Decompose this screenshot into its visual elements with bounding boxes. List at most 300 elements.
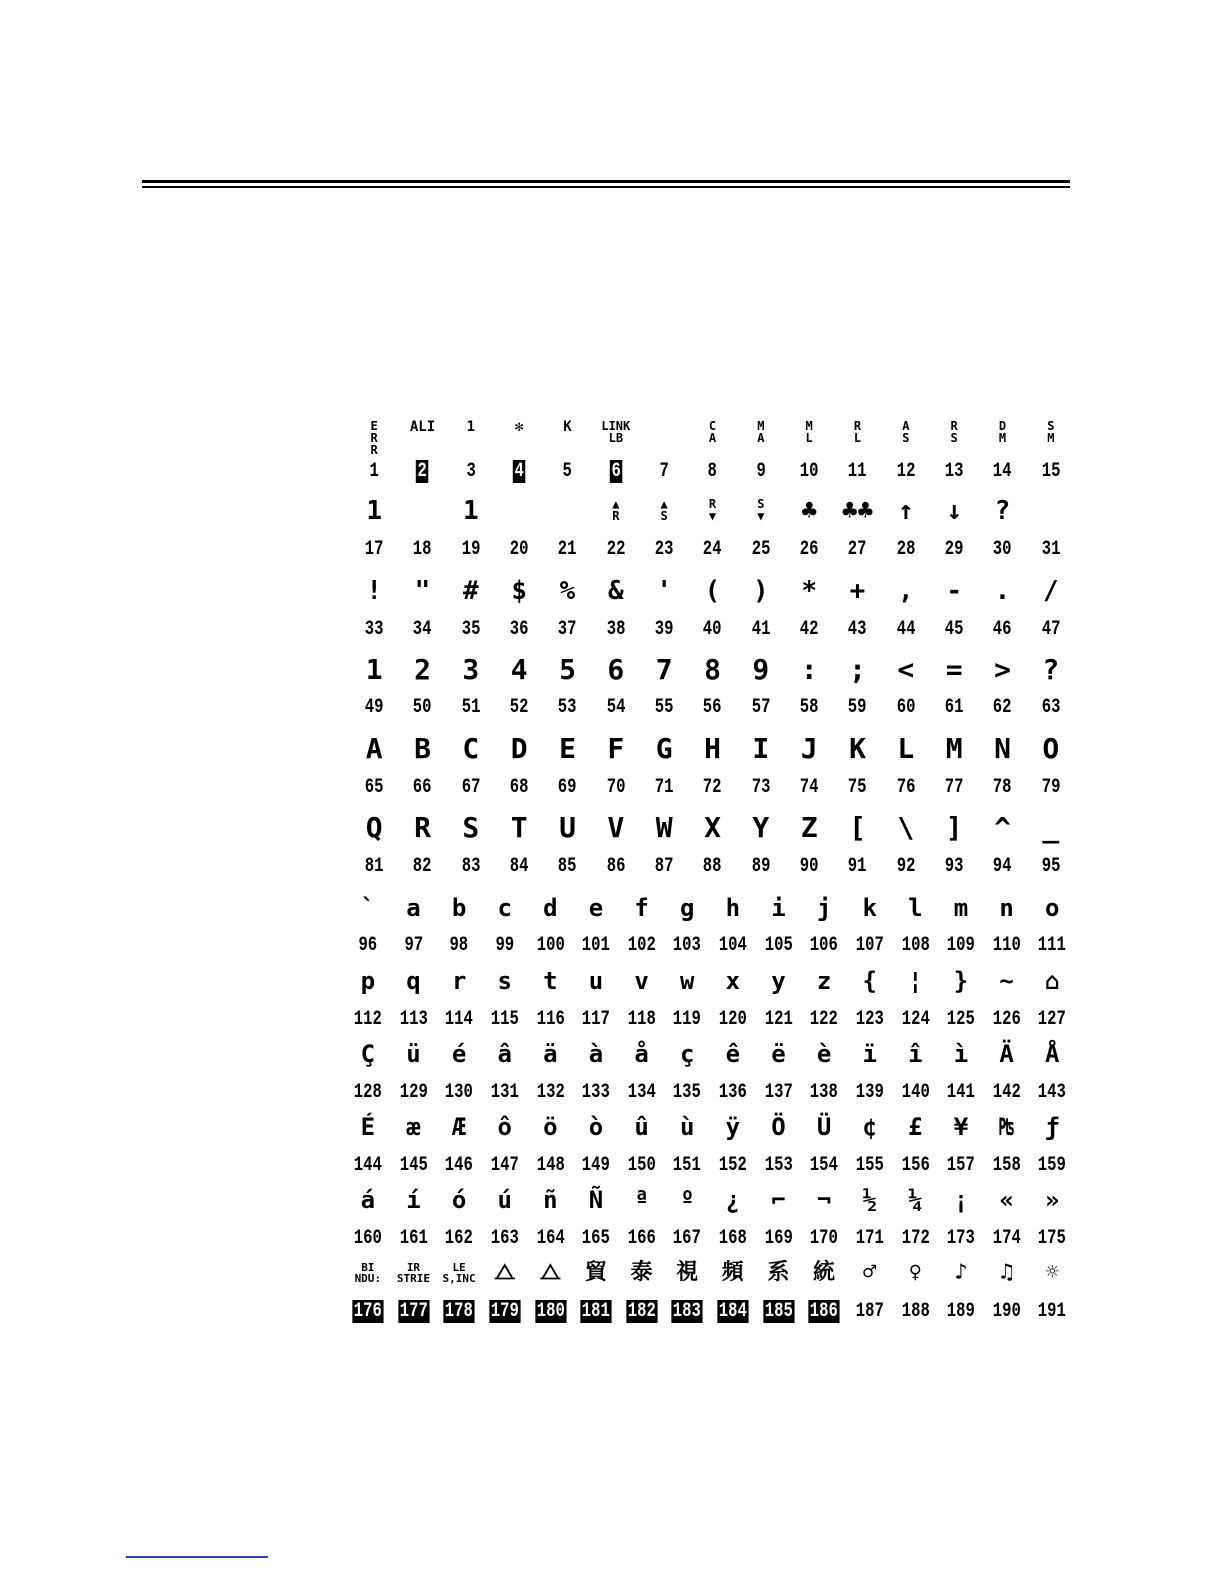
char-cell-95 [1027,811,1075,878]
char-glyph: # [462,576,479,606]
char-glyph: ⌂ [1044,967,1060,995]
char-cell-172 [893,1186,939,1250]
char-cell-42 [785,576,833,641]
char-code: 124 [901,1008,930,1031]
char-code: 106 [810,934,839,957]
char-cell-174 [984,1186,1030,1250]
char-cell-28 [882,496,930,561]
char-glyph: å [634,1040,649,1068]
char-code: 109 [946,934,975,957]
char-glyph: ₧ [999,1113,1014,1141]
char-glyph: > [994,653,1011,686]
char-code: 21 [558,538,577,561]
char-cell-88 [688,811,736,878]
char-glyph: ↓ [946,496,962,526]
char-cell-146 [436,1113,482,1177]
char-glyph: ª [634,1186,649,1214]
char-code: 15 [1041,460,1061,483]
char-code: 78 [993,776,1012,799]
char-glyph: % [559,576,576,606]
char-code: 39 [654,618,674,641]
char-cell-107 [847,894,893,957]
char-cell-143 [1029,1040,1075,1104]
char-glyph: 2 [414,653,431,686]
char-cell-79 [1027,732,1075,799]
char-code: 81 [364,855,384,878]
char-cell-74 [785,732,833,799]
char-code: 89 [751,855,771,878]
char-code: 169 [764,1227,793,1250]
char-code: 93 [944,855,964,878]
char-glyph: $ [511,576,527,606]
char-code: 96 [358,934,378,957]
char-cell-1 [350,419,398,483]
char-code: 55 [654,696,674,719]
char-glyph: r [451,967,467,995]
char-cell-60 [882,653,930,719]
char-cell-150 [619,1113,665,1177]
char-glyph: ⌐ [771,1186,786,1214]
char-code: 12 [896,460,916,483]
char-glyph: [ [849,811,866,844]
char-glyph: Ü [816,1113,832,1141]
char-cell-53 [543,653,591,719]
char-code: 108 [901,934,930,957]
char-glyph: d [543,894,558,922]
char-code: 52 [509,696,529,719]
char-glyph: é [451,1040,467,1068]
char-glyph: ó [451,1186,467,1214]
char-cell-145 [391,1113,437,1177]
char-glyph: 6 [607,653,625,686]
char-cell-13 [930,419,978,483]
char-glyph: ] [945,811,963,844]
char-glyph: \ [897,811,915,844]
char-code: 92 [896,855,916,878]
char-code: 88 [703,855,722,878]
char-glyph: Ä [999,1040,1014,1068]
char-cell-72 [688,732,736,799]
char-cell-66 [398,732,446,799]
char-cell-144 [345,1113,391,1177]
char-cell-142 [984,1040,1030,1104]
char-code: 102 [627,934,656,957]
char-cell-109 [938,894,984,957]
char-code: 2 [417,460,428,483]
char-code: 56 [703,696,722,719]
char-cell-14 [978,419,1026,483]
char-cell-44 [882,576,930,641]
char-glyph: 9 [752,653,770,686]
char-cell-117 [573,967,619,1031]
char-code: 107 [855,934,884,957]
char-cell-24 [688,497,736,561]
char-glyph: Ç [360,1040,376,1068]
char-cell-97 [391,894,437,957]
char-glyph: É [360,1113,376,1141]
char-cell-191 [1029,1260,1075,1323]
char-cell-40 [688,576,736,641]
char-cell-6 [592,419,640,483]
char-code: 10 [799,460,819,483]
char-code: 66 [413,776,432,799]
char-cell-78 [978,732,1026,799]
char-glyph: Y [752,811,770,844]
char-glyph: / [1042,576,1059,606]
char-glyph: S M [1047,419,1055,445]
char-code: 97 [404,934,423,957]
char-cell-164 [528,1186,574,1250]
char-cell-169 [756,1186,802,1250]
char-glyph: ¡ [953,1186,969,1214]
char-code: 71 [654,776,674,799]
char-code: 83 [461,855,481,878]
char-code: 138 [810,1081,839,1104]
char-glyph: LINK LB [601,419,631,445]
char-code: 154 [810,1154,839,1177]
char-cell-158 [984,1113,1030,1177]
char-code: 23 [654,538,674,561]
char-glyph: ö [543,1113,558,1141]
char-glyph: Q [365,811,383,844]
char-glyph: D [510,732,528,765]
char-code: 63 [1041,696,1061,719]
char-code: 161 [399,1227,428,1250]
char-code: 158 [992,1154,1021,1177]
char-glyph: q [406,967,421,995]
char-cell-46 [978,576,1026,641]
char-glyph: Z [800,811,818,844]
char-code: 190 [992,1300,1021,1323]
char-cell-36 [495,576,543,641]
char-code: 44 [896,618,916,641]
char-glyph: ⧍ [540,1260,561,1285]
char-code: 13 [944,460,964,483]
char-cell-17 [350,496,398,561]
char-cell-167 [664,1186,710,1250]
char-code: 167 [673,1227,702,1250]
char-code: 178 [445,1300,474,1323]
char-cell-29 [930,496,978,561]
char-glyph: 5 [559,653,576,686]
char-code: 123 [855,1008,884,1031]
char-glyph: 1 [462,496,479,526]
char-code: 103 [673,934,702,957]
char-glyph: « [999,1186,1014,1214]
char-code: 174 [992,1227,1021,1250]
char-glyph: 系 [767,1260,790,1285]
char-code: 73 [751,776,771,799]
char-glyph: ✻ [514,419,524,435]
char-code: 165 [581,1227,610,1250]
char-glyph: h [725,894,741,922]
char-glyph: 3 [462,653,480,686]
char-glyph: º [679,1186,695,1214]
char-code: 86 [606,855,626,878]
char-cell-153 [756,1113,802,1177]
char-code: 177 [399,1300,428,1323]
char-glyph: ' [656,576,672,606]
char-cell-152 [710,1113,756,1177]
char-code: 181 [581,1300,610,1323]
char-code: 173 [946,1227,975,1250]
char-code: 8 [707,460,718,483]
char-glyph: ë [771,1040,786,1068]
char-cell-39 [640,576,688,641]
char-cell-35 [447,576,495,641]
char-glyph: ! [366,576,382,606]
char-cell-137 [756,1040,802,1104]
char-glyph: _ [1042,811,1060,844]
char-code: 17 [364,538,384,561]
char-glyph: L [897,732,915,765]
char-glyph: ï [862,1040,877,1068]
char-code: 115 [490,1008,519,1031]
char-glyph: E R R [370,419,378,457]
char-code: 22 [606,538,626,561]
char-code: 100 [536,934,565,957]
char-cell-166 [619,1186,665,1250]
char-glyph: è [816,1040,832,1068]
char-code: 98 [449,934,469,957]
char-cell-187 [847,1260,893,1323]
char-code: 45 [944,618,964,641]
char-code: 69 [558,776,577,799]
char-cell-181 [573,1260,619,1323]
char-code: 127 [1038,1008,1067,1031]
char-glyph: " [414,576,431,606]
char-glyph: Å [1044,1040,1060,1068]
char-code: 182 [627,1300,656,1323]
char-glyph: s [497,967,512,995]
char-cell-55 [640,653,688,719]
char-code: 34 [413,618,432,641]
char-code: 27 [848,538,867,561]
char-glyph: ^ [994,811,1011,844]
char-glyph: y [771,967,786,995]
char-cell-15 [1027,419,1075,483]
char-code: 7 [659,460,669,483]
char-code: 162 [445,1227,474,1250]
char-glyph: ¬ [816,1186,832,1214]
char-code: 139 [855,1081,884,1104]
char-code: 180 [536,1300,565,1323]
char-cell-175 [1029,1186,1075,1250]
char-cell-25 [737,497,785,561]
char-code: 122 [810,1008,839,1031]
char-cell-129 [391,1040,437,1104]
char-cell-90 [785,811,833,878]
char-cell-3 [447,419,495,483]
char-glyph: x [725,967,741,995]
char-cell-65 [350,732,398,799]
char-glyph: N [994,732,1011,765]
char-cell-161 [391,1186,437,1250]
char-cell-63 [1027,653,1075,719]
char-glyph: ALI [409,419,436,435]
char-glyph: ä [543,1040,558,1068]
char-code: 85 [558,855,577,878]
char-cell-114 [436,967,482,1031]
char-code: 94 [993,855,1012,878]
char-cell-123 [847,967,893,1031]
char-glyph: à [588,1040,604,1068]
char-code: 111 [1038,934,1067,957]
char-glyph: ò [588,1113,604,1141]
char-glyph: ¿ [725,1186,741,1214]
char-cell-122 [801,967,847,1031]
char-cell-86 [592,811,640,878]
char-glyph: n [999,894,1014,922]
char-cell-130 [436,1040,482,1104]
char-cell-162 [436,1186,482,1250]
char-cell-22 [592,497,640,561]
char-glyph: - [946,576,962,606]
char-cell-73 [737,732,785,799]
char-code: 137 [764,1081,793,1104]
char-code: 157 [946,1154,975,1177]
char-glyph: ▲ S [660,497,668,523]
char-glyph: I [752,732,770,765]
char-code: 46 [993,618,1012,641]
char-glyph: A [365,732,383,765]
char-glyph: W [655,811,673,844]
char-glyph: » [1044,1186,1060,1214]
char-code: 28 [896,538,916,561]
char-cell-189 [938,1260,984,1323]
char-code: 4 [514,460,524,483]
char-cell-68 [495,732,543,799]
char-code: 33 [364,618,384,641]
char-code: 105 [764,934,793,957]
char-code: 58 [799,696,819,719]
char-cell-190 [984,1260,1030,1323]
char-cell-116 [528,967,574,1031]
char-code: 24 [703,538,722,561]
char-cell-75 [833,732,881,799]
char-glyph: Æ [451,1113,467,1141]
char-code: 40 [703,618,722,641]
char-code: 113 [399,1008,428,1031]
char-code: 61 [944,696,964,719]
char-code: 37 [558,618,577,641]
char-cell-134 [619,1040,665,1104]
char-cell-149 [573,1113,619,1177]
char-code: 90 [799,855,819,878]
char-code: 142 [992,1081,1021,1104]
char-glyph: í [406,1186,421,1214]
char-code: 91 [848,855,867,878]
char-glyph: R ▼ [708,497,717,523]
char-glyph: j [816,894,832,922]
char-cell-135 [664,1040,710,1104]
char-code: 183 [673,1300,702,1323]
char-glyph: C A [708,419,717,445]
char-glyph: K [849,732,866,765]
char-glyph: ) [752,576,769,606]
char-glyph: ê [725,1040,741,1068]
char-cell-56 [688,653,736,719]
char-cell-103 [664,894,710,957]
char-code: 175 [1038,1227,1067,1250]
char-cell-106 [801,894,847,957]
char-cell-112 [345,967,391,1031]
char-code: 136 [718,1081,747,1104]
char-code: 159 [1038,1154,1067,1177]
char-glyph: + [849,576,866,606]
char-cell-91 [833,811,881,878]
char-code: 164 [536,1227,565,1250]
char-glyph: B [414,732,431,765]
char-glyph: t [543,967,558,995]
char-glyph: U [559,811,576,844]
char-cell-173 [938,1186,984,1250]
char-glyph: M A [757,419,765,445]
char-cell-178 [436,1261,482,1323]
char-cell-89 [737,811,785,878]
char-glyph: ÿ [725,1113,741,1141]
char-code: 128 [353,1081,382,1104]
char-glyph: î [908,1040,923,1068]
char-glyph: < [897,653,915,686]
char-code: 54 [606,696,626,719]
char-glyph: 1 [466,419,476,435]
char-glyph: O [1042,732,1060,765]
char-code: 74 [799,776,819,799]
char-glyph: ? [1042,653,1060,686]
char-cell-128 [345,1040,391,1104]
char-code: 146 [445,1154,474,1177]
char-code: 132 [536,1081,565,1104]
char-cell-49 [350,653,398,719]
char-code: 62 [993,696,1012,719]
char-cell-5 [543,419,591,483]
char-code: 172 [901,1227,930,1250]
char-glyph: o [1044,894,1060,922]
char-cell-140 [893,1040,939,1104]
char-cell-186 [801,1260,847,1323]
char-code: 95 [1041,855,1061,878]
char-glyph: ƒ [1044,1113,1060,1141]
char-code: 70 [606,776,626,799]
char-cell-125 [938,967,984,1031]
char-glyph: á [360,1186,376,1214]
char-code: 31 [1041,538,1061,561]
char-cell-126 [984,967,1030,1031]
char-glyph: K [563,419,572,435]
char-code: 166 [627,1227,656,1250]
char-cell-132 [528,1040,574,1104]
char-code: 18 [413,538,432,561]
char-code: 112 [353,1008,382,1031]
char-code: 133 [581,1081,610,1104]
char-glyph: ¥ [953,1113,969,1141]
char-cell-171 [847,1186,893,1250]
char-glyph: F [607,732,625,765]
char-glyph: ç [679,1040,695,1068]
char-code: 87 [654,855,674,878]
char-code: 148 [536,1154,565,1177]
char-code: 59 [848,696,867,719]
char-code: 60 [896,696,916,719]
char-code: 9 [756,460,766,483]
char-code: 120 [718,1008,747,1031]
char-cell-70 [592,732,640,799]
char-code: 65 [364,776,384,799]
char-cell-11 [833,419,881,483]
char-glyph: M [945,732,963,765]
char-code: 171 [855,1227,884,1250]
